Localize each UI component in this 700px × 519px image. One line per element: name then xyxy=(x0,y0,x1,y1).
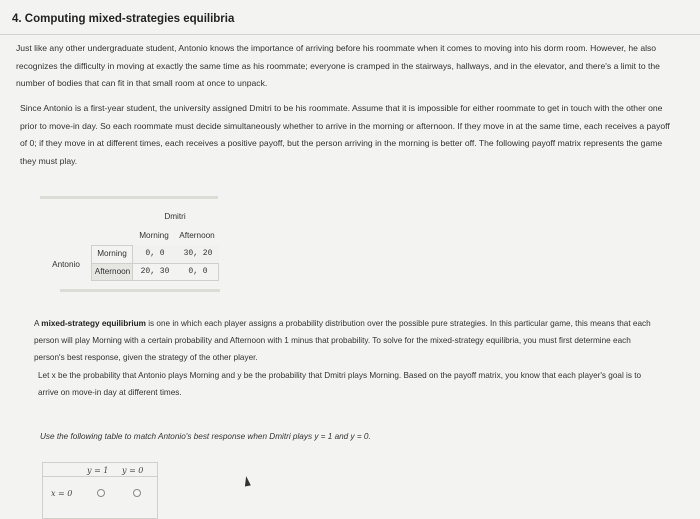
question-title: 4. Computing mixed-strategies equilibria xyxy=(12,13,235,25)
best-response-table xyxy=(42,462,158,519)
cell-afternoon-afternoon: 0, 0 xyxy=(188,267,208,276)
matrix-top-rule xyxy=(40,196,218,199)
title-divider xyxy=(0,34,700,35)
response-col-y1: y = 1 xyxy=(87,466,109,475)
definition-paragraph xyxy=(34,315,654,366)
setup-paragraph: Since Antonio is a first-year student, the university assigned Dmitri to be his roommate. Assume that it is impossible for either roommate to get in touch with the other one prior to move-in day. So each roommate must decide simultaneously whether to arrive in the morning or afternoon. If they move in at the same time, each receives a payoff of 0; if they move in at different times, each receives a positive payoff, but the person arriving in the morning is better off. The following payoff matrix represents the game they must play. xyxy=(20,103,670,166)
row-header-morning: Morning xyxy=(97,249,127,258)
definition-term: mixed-strategy equilibrium xyxy=(41,319,146,328)
mouse-cursor-icon xyxy=(243,476,251,487)
definition-text: is one in which each player assigns a probability distribution over the possible pure strategies. In this particular game, this means that each person will play Morning with a certain probability and Afternoon with 1 minus that probability. To solve for the mixed-strategy equilibria, you must first determine each person's best response, given the strategy of the other player. xyxy=(34,319,651,362)
intro-paragraph: Just like any other undergraduate student, Antonio knows the importance of arriving before his roommate when it comes to moving into his dorm room. However, he also recognizes the difficulty in moving at exactly the same time as his roommate; everyone is cramped in the stairways, hallways, and in the elevator, and there's a limit to the number of bodies that can fit in that small room at once to unpack. xyxy=(16,43,660,88)
response-header-divider xyxy=(42,476,158,477)
definition-prefix: A xyxy=(34,319,42,328)
variables-paragraph: Let x be the probability that Antonio plays Morning and y be the probability that Dmitri plays Morning. Based on the payoff matrix, you know that each player's goal is to arrive on move-in day at different times. xyxy=(38,371,642,397)
matrix-bottom-rule xyxy=(60,289,220,292)
cell-morning-afternoon: 30, 20 xyxy=(183,249,213,258)
row-player-label: Antonio xyxy=(52,260,80,269)
radio-x0-y1[interactable] xyxy=(97,489,105,497)
col-header-afternoon: Afternoon xyxy=(179,231,215,240)
response-col-y0: y = 0 xyxy=(122,466,144,475)
response-row-x0: x = 0 xyxy=(51,489,73,498)
column-player-label: Dmitri xyxy=(164,212,186,221)
row-header-afternoon: Afternoon xyxy=(94,267,131,276)
radio-x0-y0[interactable] xyxy=(133,489,141,497)
cell-afternoon-morning: 20, 30 xyxy=(140,267,170,276)
matrix-divider-2 xyxy=(91,263,219,264)
payoff-matrix xyxy=(40,200,230,288)
cell-morning-morning: 0, 0 xyxy=(145,249,165,258)
instruction-paragraph: Use the following table to match Antonio's best response when Dmitri plays y = 1 and y = 0. xyxy=(40,432,371,441)
col-header-morning: Morning xyxy=(139,231,169,240)
